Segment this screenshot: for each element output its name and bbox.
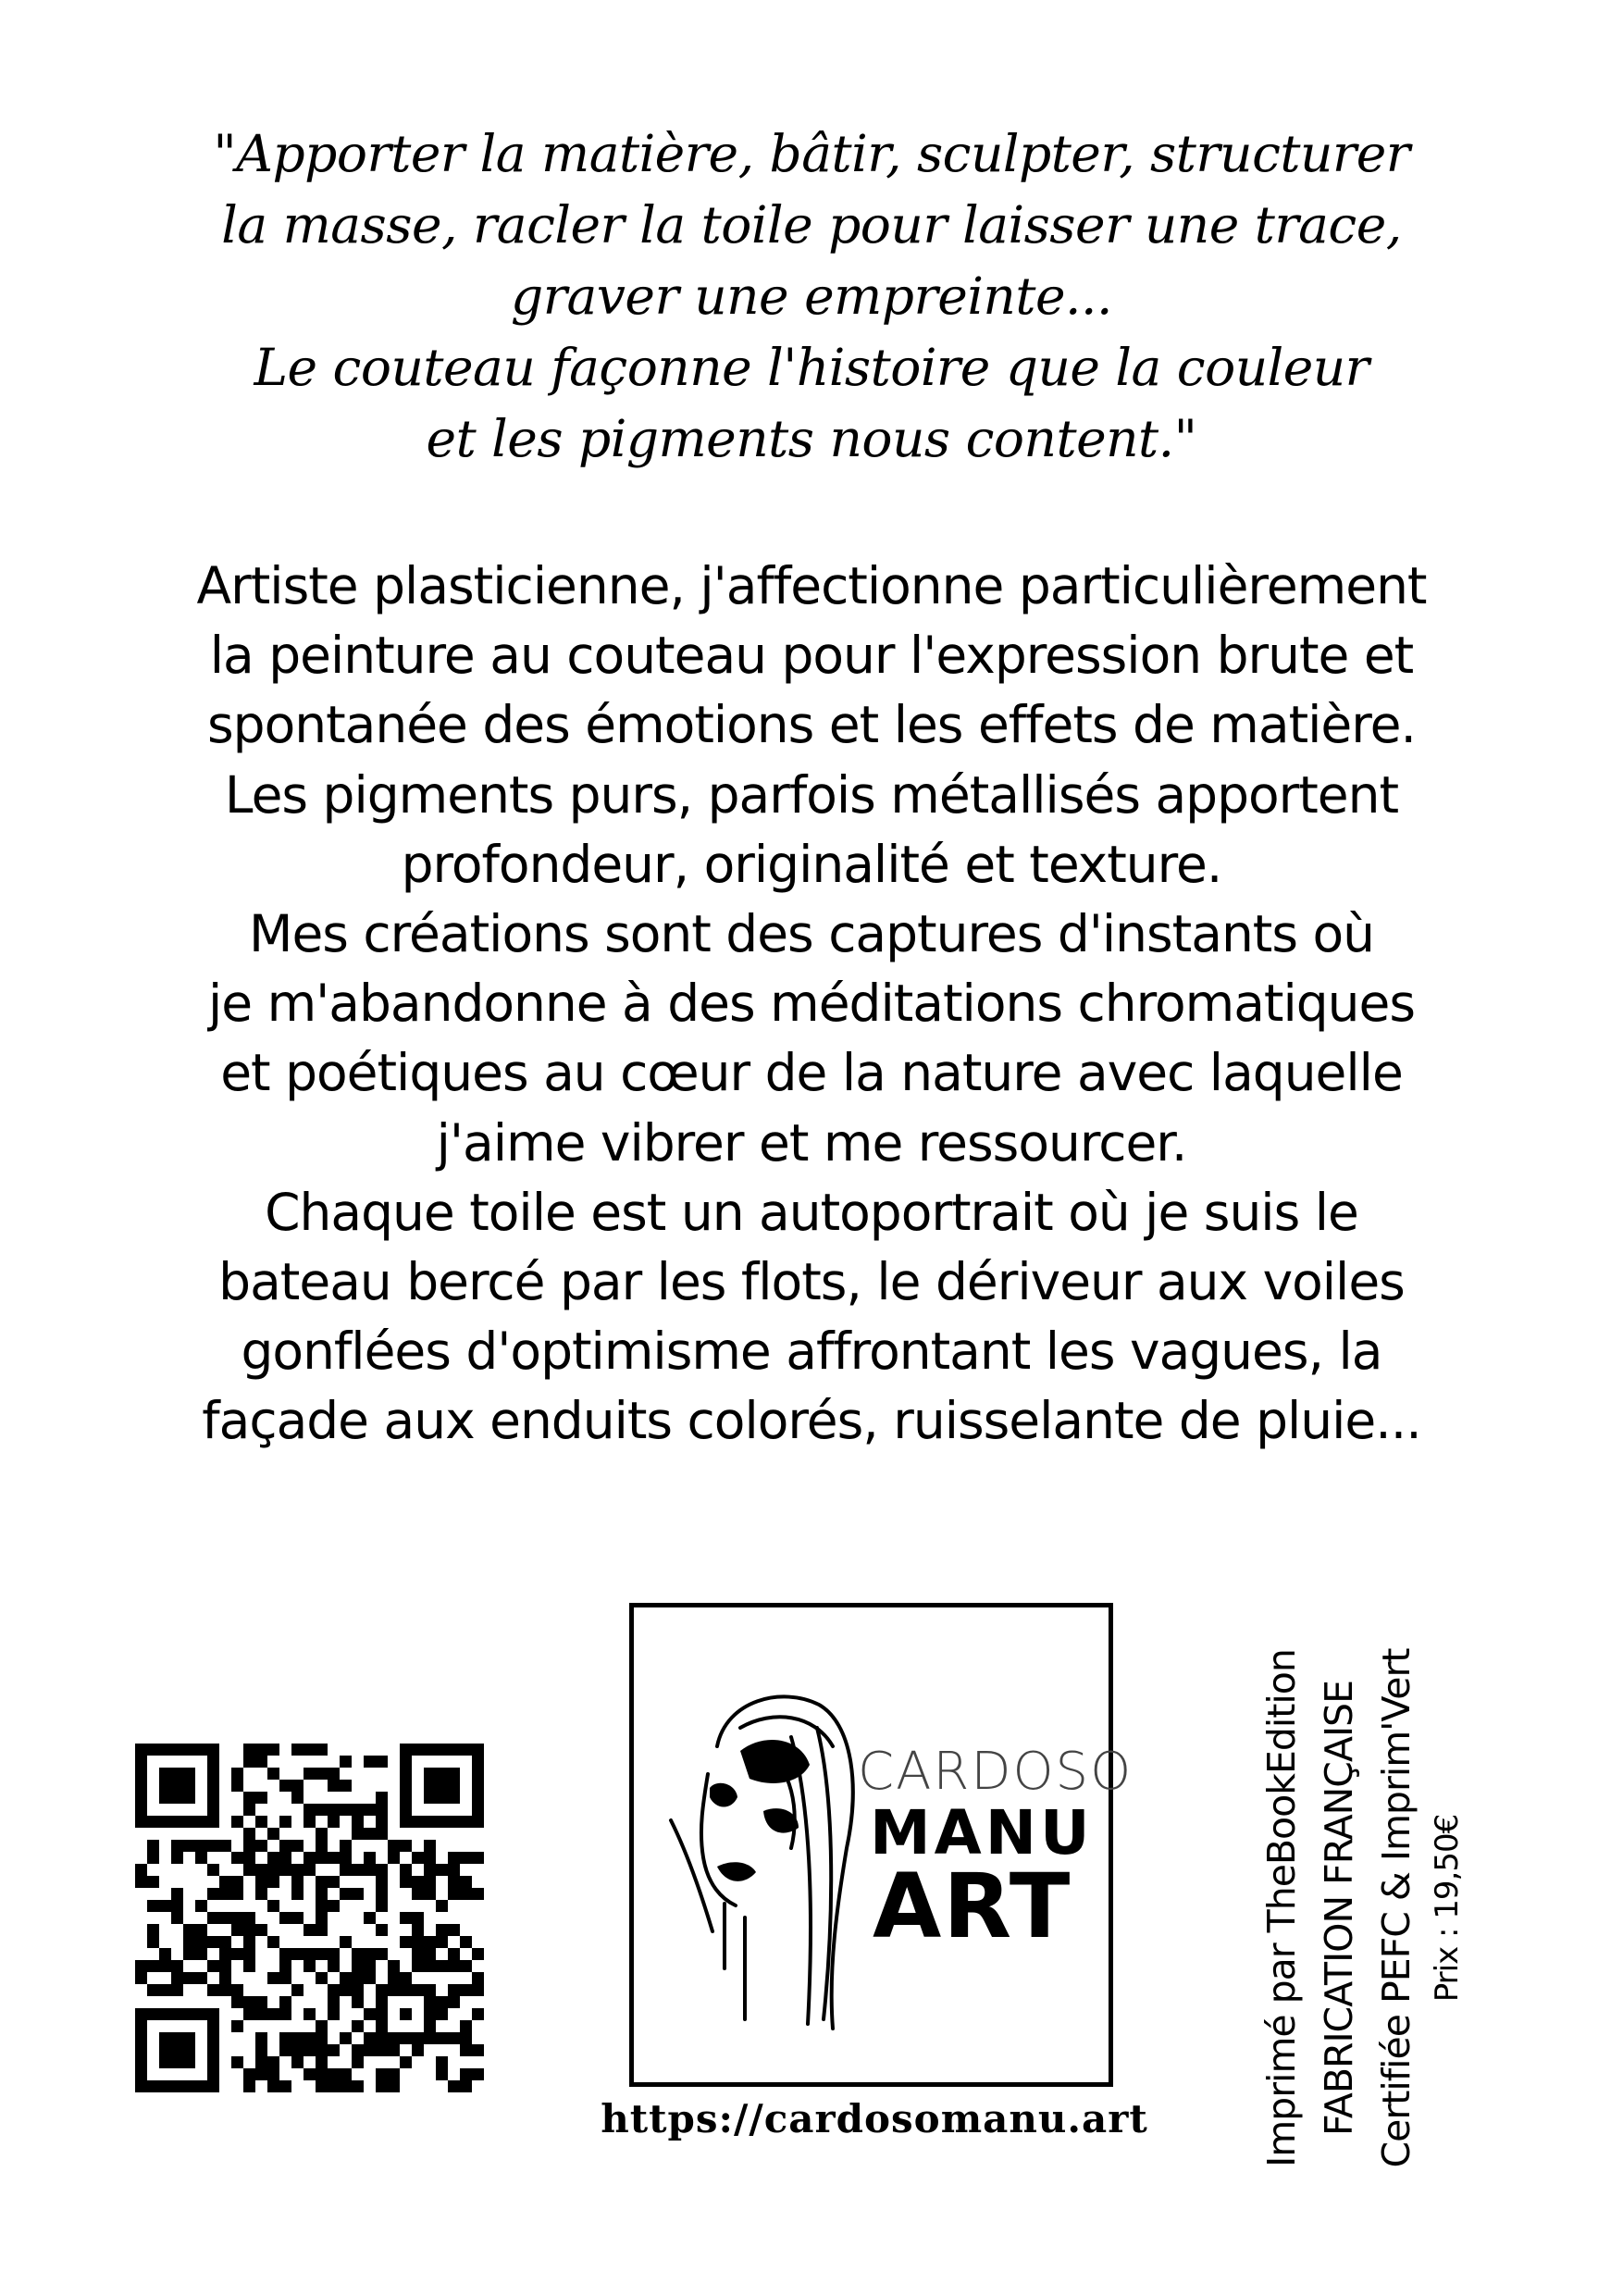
bio-line: la peinture au couteau pour l'expression brute et (209, 626, 1414, 686)
logo-manu-text: MANU (870, 1797, 1094, 1868)
bio-line: je m'abandonne à des méditations chromatiques (207, 974, 1416, 1034)
logo-cardoso-text: CARDOSO (858, 1742, 1134, 1802)
qr-code-icon[interactable] (135, 1744, 484, 2092)
face-sketch-icon (652, 1663, 865, 2033)
quote-line: graver une empreinte... (511, 267, 1112, 326)
qr-code-graphic (135, 1744, 484, 2092)
logo-art-text: ART (873, 1855, 1072, 1958)
quote-line: la masse, racler la toile pour laisser une trace, (221, 195, 1402, 254)
printer-line: Certifiée PEFC & Imprim'Vert (1374, 1648, 1419, 2168)
artist-bio (93, 552, 1530, 1457)
bio-line: et poétiques au cœur de la nature avec laquelle (220, 1043, 1403, 1103)
bio-line: spontanée des émotions et les effets de matière. (207, 695, 1416, 755)
bio-line: Mes créations sont des captures d'instants où (248, 904, 1375, 964)
bio-line: j'aime vibrer et me ressourcer. (436, 1112, 1187, 1173)
printer-line: FABRICATION FRANÇAISE (1317, 1681, 1361, 2137)
bio-line: façade aux enduits colorés, ruisselante de pluie... (202, 1391, 1421, 1451)
price-label: Prix : 19,50€ (1429, 1814, 1466, 2003)
bio-line: bateau bercé par les flots, le dériveur aux voiles (218, 1252, 1405, 1312)
quote-line: et les pigments nous content." (426, 409, 1197, 468)
bio-line: profondeur, originalité et texture. (401, 834, 1222, 894)
quote-line: Le couteau façonne l'histoire que la couleur (254, 338, 1369, 397)
bio-line: Les pigments purs, parfois métallisés apportent (224, 764, 1399, 825)
bio-line: Artiste plasticienne, j'affectionne particulièrement (196, 556, 1427, 615)
printer-line: Imprimé par TheBookEdition (1259, 1649, 1304, 2167)
quote-text (93, 118, 1530, 475)
cardoso-manu-art-logo (629, 1603, 1134, 2087)
website-link[interactable]: https://cardosomanu.art (601, 2096, 1148, 2141)
printer-info (1253, 1575, 1469, 2241)
bio-line: gonflées d'optimisme affrontant les vagues, la (241, 1322, 1382, 1382)
bio-line: Chaque toile est un autoportrait où je suis le (265, 1182, 1358, 1242)
quote-line: "Apporter la matière, bâtir, sculpter, structurer (213, 124, 1410, 183)
